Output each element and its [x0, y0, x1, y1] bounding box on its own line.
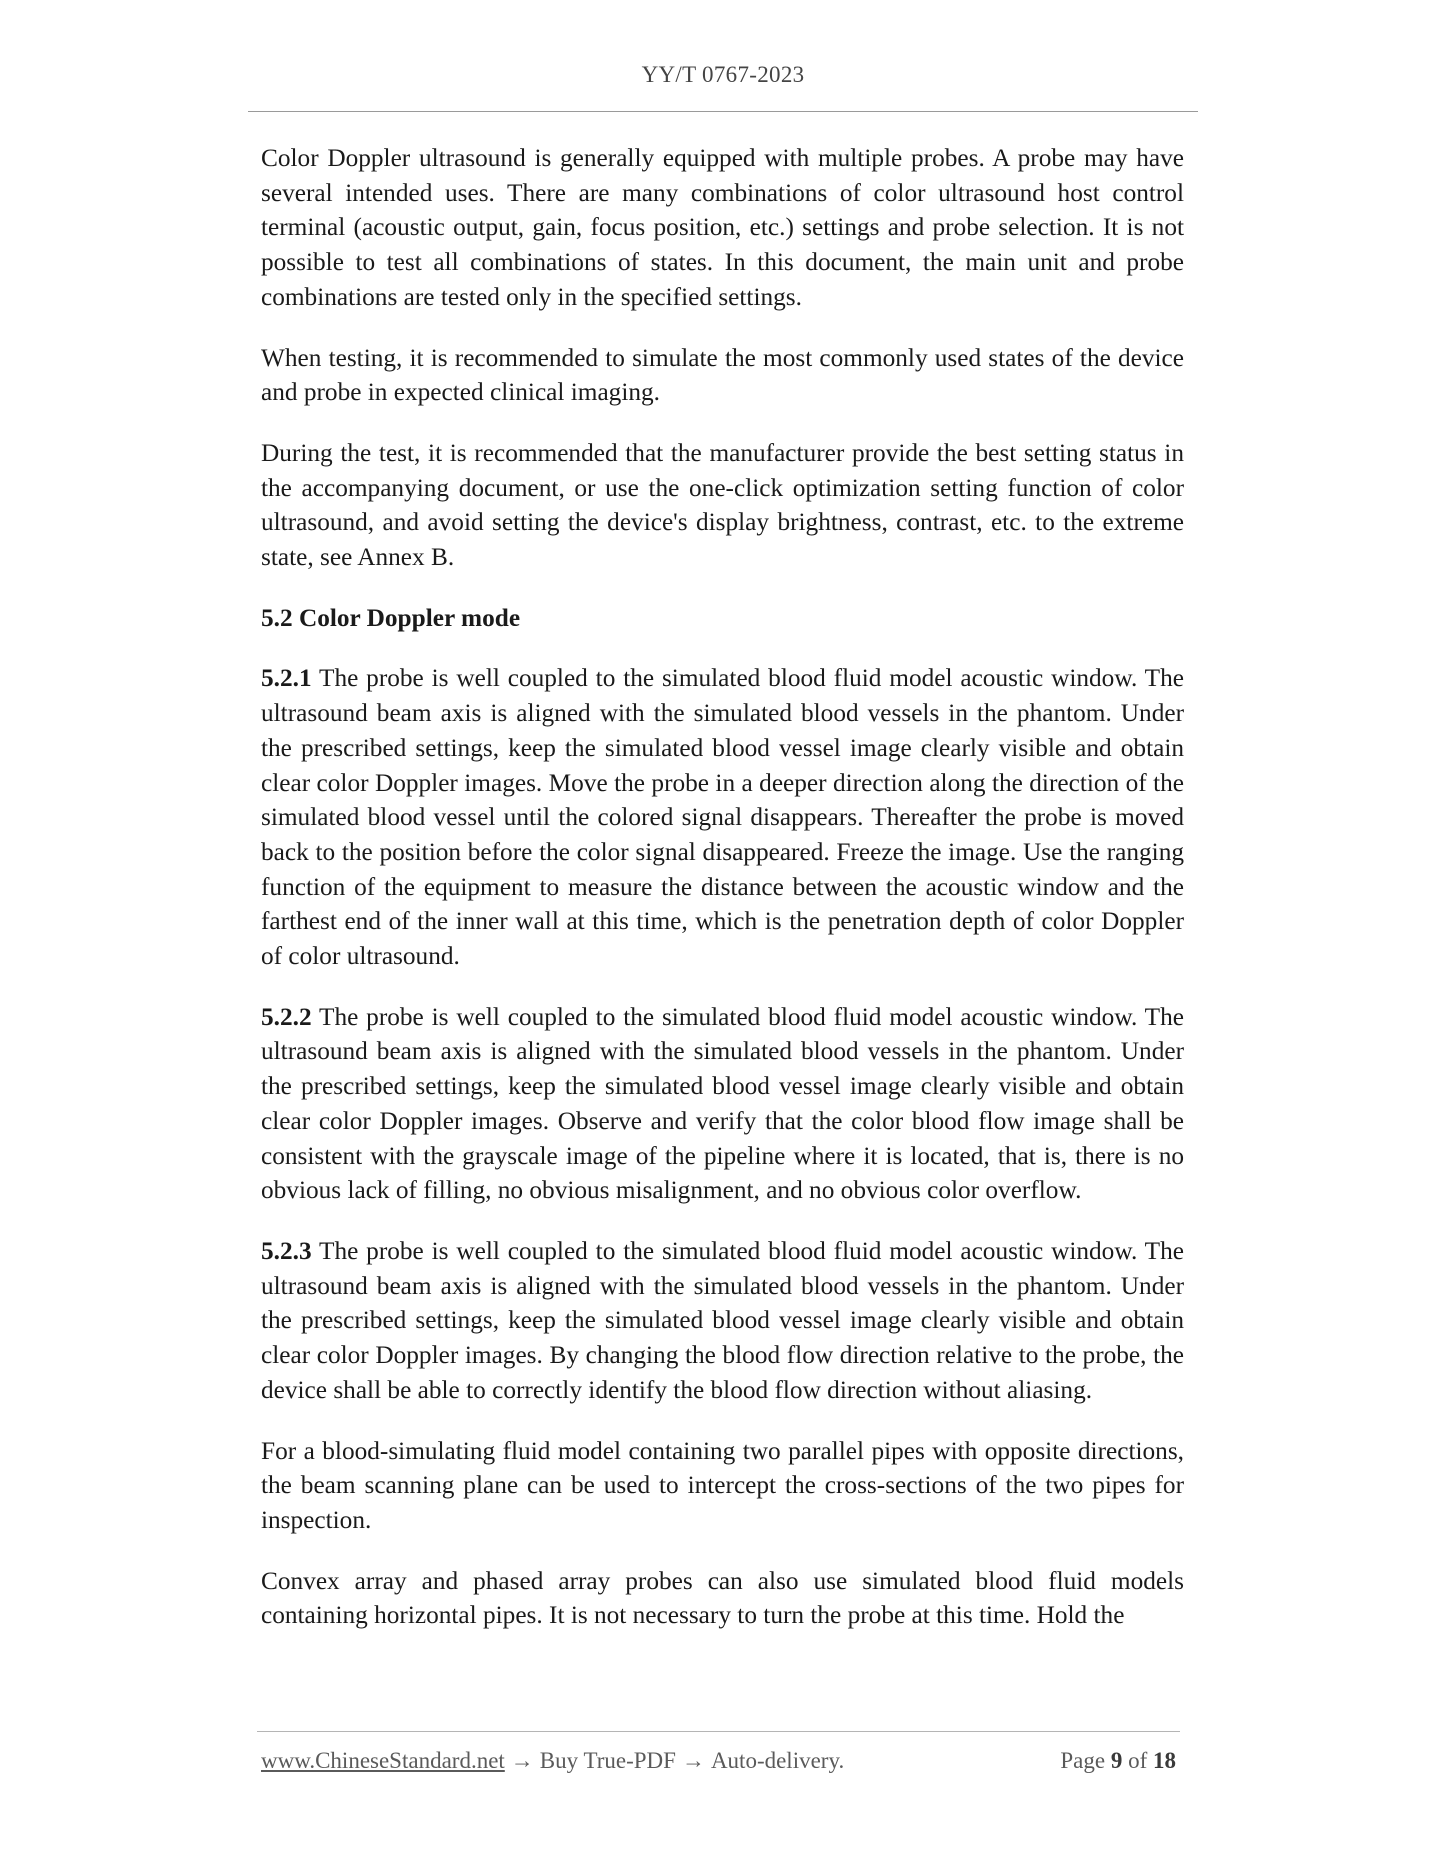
paragraph-probe-combinations: Color Doppler ultrasound is generally equipped with multiple probes. A probe may have several intended uses. There are many combinations of color ultrasound host control terminal (acoustic output, gain, focus position, etc.) settings and probe selection. It is not possible to test all combinations of states. In this document, the main unit and probe combinations are tested only in the specified settings.	[261, 144, 1184, 311]
paragraph-setting-status: During the test, it is recommended that the manufacturer provide the best setting status in the accompanying document, or use the one-click optimization setting function of color ultrasound, and avoid setting the device's display brightness, contrast, etc. to the extreme state, see Annex B.	[261, 438, 1184, 572]
clause-number: 5.2.2	[261, 1002, 312, 1031]
clause-5-2-3	[261, 1234, 1184, 1408]
of-label: of	[1128, 1748, 1148, 1773]
clause-number: 5.2.3	[261, 1236, 312, 1265]
clause-text: The probe is well coupled to the simulated blood fluid model acoustic window. The ultrasound beam axis is aligned with the simulated blood vessels in the phantom. Under the prescribed settings, keep the simulated blood vessel image clearly visible and obtain clear color Doppler images. Move the probe in a deeper direction along the direction of the simulated blood vessel until the colored signal disappears. Thereafter the probe is moved back to the position before the color signal disappeared. Freeze the image. Use the ranging function of the equipment to measure the distance between the acoustic window and the farthest end of the inner wall at this time, which is the penetration depth of color Doppler of color ultrasound.	[261, 664, 1184, 971]
page-total: 18	[1153, 1748, 1176, 1773]
clause-number: 5.2.1	[261, 664, 312, 693]
paragraph-parallel-pipes: For a blood-simulating fluid model containing two parallel pipes with opposite directions, the beam scanning plane can be used to intercept the cross-sections of the two pipes for inspection.	[261, 1436, 1184, 1534]
clause-5-2-1	[261, 661, 1184, 973]
page-label: Page	[1060, 1748, 1106, 1773]
arrow-right-icon: →	[510, 1748, 534, 1773]
page-current: 9	[1110, 1748, 1123, 1773]
page-body	[261, 141, 1184, 1659]
clause-text: The probe is well coupled to the simulated blood fluid model acoustic window. The ultrasound beam axis is aligned with the simulated blood vessels in the phantom. Under the prescribed settings, keep the simulated blood vessel image clearly visible and obtain clear color Doppler images. Observe and verify that the color blood flow image shall be consistent with the grayscale image of the pipeline where it is located, that is, there is no obvious lack of filling, no obvious misalignment, and no obvious color overflow.	[261, 1002, 1184, 1205]
buy-true-pdf-label: Buy True-PDF	[539, 1748, 676, 1773]
header-divider	[248, 111, 1198, 112]
page-number	[1060, 1748, 1176, 1774]
paragraph-testing-recommendation: When testing, it is recommended to simulate the most commonly used states of the device and probe in expected clinical imaging.	[261, 343, 1184, 407]
paragraph-convex-array: Convex array and phased array probes can also use simulated blood fluid models containing horizontal pipes. It is not necessary to turn the probe at this time. Hold the	[261, 1566, 1184, 1630]
running-header: YY/T 0767-2023	[641, 62, 805, 87]
site-link[interactable]: www.ChineseStandard.net	[261, 1748, 505, 1773]
section-heading-5-2: 5.2 Color Doppler mode	[261, 603, 521, 632]
footer-promo	[261, 1748, 844, 1774]
footer-divider	[257, 1731, 1180, 1732]
arrow-right-icon: →	[681, 1748, 705, 1773]
clause-text: The probe is well coupled to the simulated blood fluid model acoustic window. The ultrasound beam axis is aligned with the simulated blood vessels in the phantom. Under the prescribed settings, keep the simulated blood vessel image clearly visible and obtain clear color Doppler images. By changing the blood flow direction relative to the probe, the device shall be able to correctly identify the blood flow direction without aliasing.	[261, 1236, 1184, 1404]
auto-delivery-label: Auto-delivery.	[710, 1748, 845, 1773]
clause-5-2-2	[261, 1000, 1184, 1208]
